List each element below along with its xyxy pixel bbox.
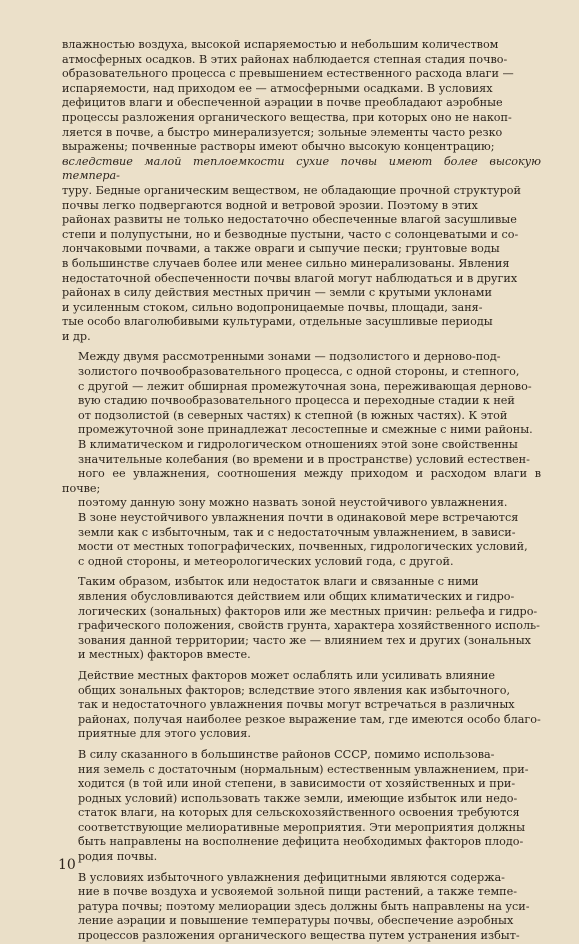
text-line: родия почвы.: [78, 850, 158, 864]
text-line: ляется в почве, а быстро минерализуется; зольные элементы часто резко: [62, 125, 503, 139]
text-line: поэтому данную зону можно назвать зоной неустойчивого увлажнения.: [78, 496, 508, 510]
text-line: вую стадию почвообразовательного процесса и переходные стадии к ней: [78, 394, 515, 408]
text-line: лончаковыми почвами, а также овраги и сыпучие пески; грунтовые воды: [62, 242, 500, 256]
paragraph-1: [62, 38, 541, 344]
text-line: и др.: [62, 329, 91, 343]
text-line: явления обусловливаются действием или общих климатических и гидро-: [78, 589, 515, 603]
text-line: В силу сказанного в большинстве районов СССР, помимо использова-: [78, 747, 495, 761]
page-number: 10: [58, 857, 76, 873]
text-line: ходится (в той или иной степени, в зависимости от хозяйственных и при-: [78, 777, 516, 791]
text-line: районах, получая наиболее резкое выражение там, где имеются особо благо-: [78, 712, 541, 726]
text-line: ратура почвы; поэтому мелиорации здесь должны быть направлены на уси-: [78, 899, 530, 913]
text-line: ного ее увлажнения, соотношения между приходом и расходом влаги в почве;: [62, 467, 541, 495]
text-line: образовательного процесса с превышением естественного расхода влаги —: [62, 67, 514, 81]
text-line: так и недостаточного увлажнения почвы могут встречаться в различных: [78, 698, 515, 712]
text-line: значительные колебания (во времени и в пространстве) условий естествен-: [78, 452, 530, 466]
text-line: и усиленным стоком, сильно водопроницаемые почвы, площади, заня-: [62, 300, 483, 314]
text-line: с одной стороны, и метеорологических условий года, с другой.: [78, 554, 454, 568]
text-line: испаряемости, над приходом ее — атмосферными осадками. В условиях: [62, 81, 493, 95]
text-line: статок влаги, на которых для сельскохозяйственного освоения требуются: [78, 806, 520, 820]
text-line: атмосферных осадков. В этих районах наблюдается степная стадия почво-: [62, 52, 508, 66]
text-line: логических (зональных) факторов или же местных причин: рельефа и гидро-: [78, 604, 538, 618]
text-line: и местных) факторов вместе.: [78, 648, 251, 662]
text-line: туру. Бедные органическим веществом, не обладающие прочной структурой: [62, 183, 521, 197]
text-line: приятные для этого условия.: [78, 727, 251, 741]
text-line: Между двумя рассмотренными зонами — подзолистого и дерново-под-: [78, 350, 501, 364]
text-line: земли как с избыточным, так и с недостаточным увлажнением, в зависи-: [78, 525, 516, 539]
text-line: золистого почвообразовательного процесса, с одной стороны, и степного,: [78, 365, 520, 379]
text-line: соответствующие мелиоративные мероприятия. Эти мероприятия должны: [78, 820, 526, 834]
text-line: процессы разложения органического вещества, при которых оно не накоп-: [62, 110, 512, 124]
text-line: общих зональных факторов; вследствие этого явления как избыточного,: [78, 683, 511, 697]
text-line: В зоне неустойчивого увлажнения почти в одинаковой мере встречаются: [78, 511, 519, 524]
text-line: влажностью воздуха, высокой испаряемостью и небольшим количеством: [62, 38, 499, 51]
text-line: почвы легко подвергаются водной и ветровой эрозии. Поэтому в этих: [62, 198, 478, 212]
text-line: В условиях избыточного увлажнения дефицитными являются содержа-: [78, 870, 505, 884]
text-line: вследствие малой теплоемкости сухие почвы имеют более высокую темпера-: [62, 154, 541, 183]
text-line: В климатическом и гидрологическом отношениях этой зоне свойственны: [78, 438, 518, 452]
text-line: степи и полупустыни, но и безводные пустыни, часто с солонцеватыми и со-: [62, 227, 519, 241]
text-line: процессов разложения органического вещества путем устранения избыт-: [78, 929, 520, 943]
paragraph-6: [62, 871, 541, 944]
text-line: графического положения, свойств грунта, характера хозяйственного исполь-: [78, 619, 540, 633]
text-line: зования данной территории; часто же — влиянием тех и других (зональных: [78, 633, 531, 647]
text-line: тые особо влаголюбивыми культурами, отдельные засушливые периоды: [62, 315, 493, 329]
text-line: родных условий) использовать также земли, имеющие избыток или недо-: [78, 791, 518, 805]
text-line: с другой — лежит обширная промежуточная зона, переживающая дерново-: [78, 379, 532, 393]
text-line: недостаточной обеспеченности почвы влагой могут наблюдаться и в других: [62, 271, 518, 285]
text-line: ния земель с достаточным (нормальным) естественным увлажнением, при-: [78, 762, 529, 776]
paragraph-4: [62, 669, 541, 742]
text-line: от подзолистой (в северных частях) к степной (в южных частях). К этой: [78, 408, 508, 422]
text-line: дефицитов влаги и обеспеченной аэрации в почве преобладают аэробные: [62, 96, 503, 110]
text-line: быть направлены на восполнение дефицита необходимых факторов плодо-: [78, 835, 524, 849]
paragraph-2: [62, 350, 541, 569]
text-line: выражены; почвенные растворы имеют обычно высокую концентрацию;: [62, 140, 495, 154]
text-line: мости от местных топографических, почвенных, гидрологических условий,: [78, 540, 528, 554]
text-line: промежуточной зоне принадлежат лесостепные и смежные с ними районы.: [78, 423, 533, 437]
text-line: ние в почве воздуха и усвояемой зольной пищи растений, а также темпе-: [78, 885, 518, 899]
text-line: в большинстве случаев более или менее сильно минерализованы. Явления: [62, 256, 510, 270]
text-line: районах развиты не только недостаточно обеспеченные влагой засушливые: [62, 213, 517, 227]
text-line: ление аэрации и повышение температуры почвы, обеспечение аэробных: [78, 914, 514, 928]
text-line: районах в силу действия местных причин — земли с крутыми уклонами: [62, 286, 492, 300]
text-line: Таким образом, избыток или недостаток влаги и связанные с ними: [78, 575, 479, 589]
paragraph-5: [62, 748, 541, 865]
paragraph-3: [62, 575, 541, 663]
text-line: Действие местных факторов может ослаблять или усиливать влияние: [78, 668, 495, 682]
